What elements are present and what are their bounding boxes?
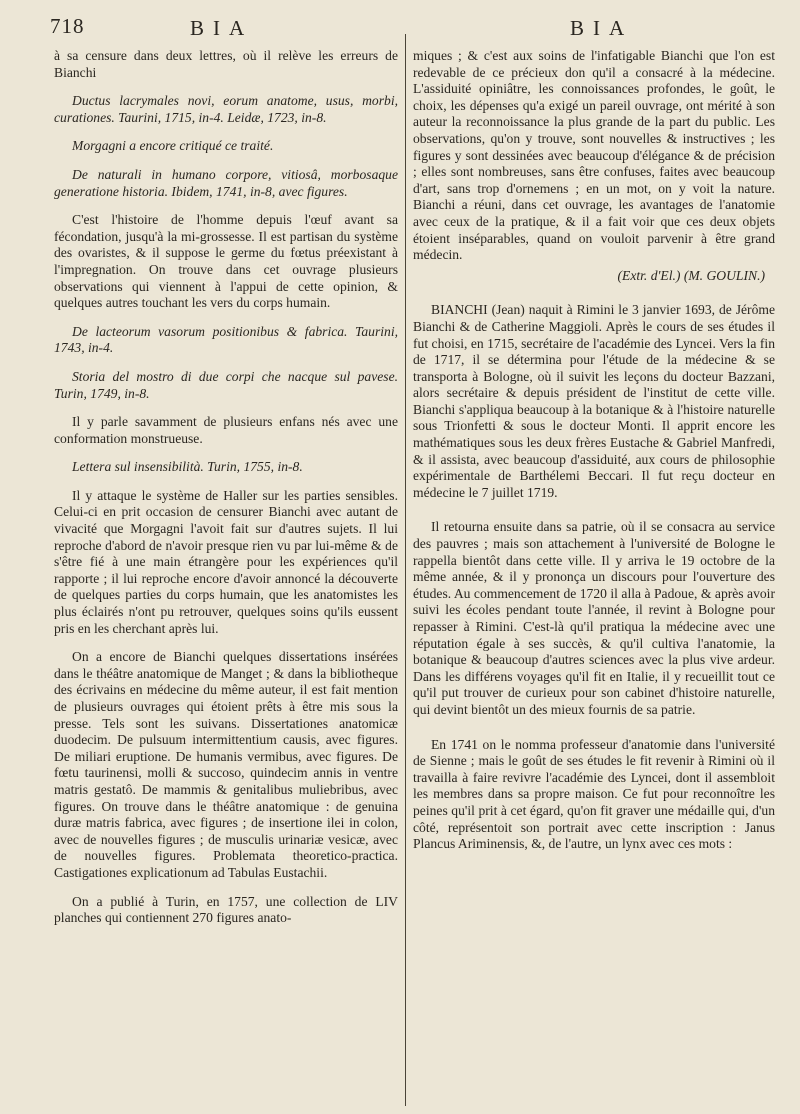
paragraph: BIANCHI (Jean) naquit à Rimini le 3 janvier 1693, de Jérôme Bianchi & de Catherine Maggioli. Après le cours de ses études il fut choisi, en 1715, secrétaire de l'académie des Lyncei. Vers la fin de 1717, il se détermina pour l'étude de la médecine & se transporta à Bologne, où il suivit les leçons du docteur Bazzani, alors secrétaire & depuis président de l'institut de cette ville. Bianchi s'appliqua beaucoup à la botanique & à l'histoire naturelle sous Trionfetti & sous le docteur Monti. Il apprit encore les mathématiques sous les deux frères Eustache & Gabriel Manfredi, & il assista, avec beaucoup d'assiduité, aux cours de philosophie expérimentale de Barthélemi Beccari. Il fut reçu docteur en médecine le 7 juillet 1719. [413,302,775,500]
paragraph: Ductus lacrymales novi, eorum anatome, usus, morbi, curationes. Taurini, 1715, in-4. Leidæ, 1723, in-8. [54,93,398,125]
running-title-right: BIA [570,16,634,40]
paragraph: De naturali in humano corpore, vitiosâ, morbosaque generatione historia. Ibidem, 1741, in-8, avec figures. [54,166,398,199]
paragraph: miques ; & c'est aux soins de l'infatigable Bianchi que l'on est redevable de ce précieux don qu'il a consacré à la médecine. L'assiduité opiniâtre, les connoissances profondes, le goût, le choix, les dépenses qu'a exigé un pareil ouvrage, ont mérité à son auteur la reconnoissance la plus grande de la part du public. Les observations, qu'on y trouve, sont nouvelles & instructives ; les figures y sont dessinées avec beaucoup d'élégance & de précision ; elles sont nombreuses, sans être confuses, faites avec beaucoup d'art, sans trop d'ornemens ; en un mot, on y voit la nature. Bianchi a réuni, dans cet ouvrage, les avantages de l'anatomie avec ceux de la pratique, & il a fait voir que ces deux objets étoient inséparables, quand on vouloit parvenir à être grand médecin. [413,48,775,263]
left-column [54,48,398,927]
paragraph: De lacteorum vasorum positionibus & fabrica. Taurini, 1743, in-4. [54,323,398,356]
paragraph: à sa censure dans deux lettres, où il relève les erreurs de Bianchi [54,48,398,80]
paragraph: Storia del mostro di due corpi che nacque sul pavese. Turin, 1749, in-8. [54,368,398,401]
paragraph: Il y attaque le système de Haller sur les parties sensibles. Celui-ci en prit occasion de censurer Bianchi avec autant de vivacité que Morgagni l'avoit fait sur d'autres sujets. Il lui reproche d'abord de n'avoir presque rien vu par lui-même & de s'être fié à une main étrangère pour les expériences qu'il rapporte ; il lui reproche encore d'avoir annoncé la découverte de quelques parties du corps humain, que les anatomistes les plus éclairés n'ont pu retrouver, quelques soins qu'ils eussent pris en les cherchant après lui. [54,487,398,636]
paragraph: Il retourna ensuite dans sa patrie, où il se consacra au service des pauvres ; mais son attachement à l'université de Bologne le rappella bientôt dans cette ville. Il y arriva le 19 octobre de la même année, & il y prononça un discours pour l'ouverture des études. Au commencement de 1720 il alla à Padoue, & après avoir suivi les écoles pendant toute l'année, il revint à Bologne pour repasser à Rimini. C'est-là qu'il pratiqua la médecine avec une réputation égale à ses succès, & qu'il cultiva l'anatomie, la botanique & beaucoup d'autres sciences avec la plus vive ardeur. Dans les différens voyages qu'il fit en Italie, il y recueillit tout ce qu'il put trouver de curieux pour son cabinet d'histoire naturelle, qui devint bientôt un des mieux fournis de sa patrie. [413,519,775,717]
paragraph: Morgagni a encore critiqué ce traité. [72,138,274,154]
page-number: 718 [50,14,85,38]
paragraph: Lettera sul insensibilità. Turin, 1755, in-8. [72,459,303,475]
running-title-left: BIA [190,16,254,40]
paragraph: C'est l'histoire de l'homme depuis l'œuf avant sa fécondation, jusqu'à la mi-grossesse. Il est partisan du système des ovaristes, & il suppose le germe du fœtus préexistant à l'impregnation. On trouve dans cet ouvrage plusieurs observations qui viennent à l'appui de cette opinion, & quelques autres touchant les vers du corps humain. [54,212,398,311]
paragraph: On a encore de Bianchi quelques dissertations insérées dans le théâtre anatomique de Manget ; & dans la bibliotheque des écrivains en médecine du même auteur, il est fait mention de plusieurs ouvrages qui étoient prêts à être mis sous la presse. Tels sont les suivans. Dissertationes anatomicæ duodecim. De pulsuum intermittentium causis, avec figures. De miliari eruptione. De humanis vermibus, avec figures. De fœtu taurinensi, molli & succoso, quindecim annis in ventre matris gestatô. De mammis & genitalibus muliebribus, avec figures. On trouve dans le théâtre anatomique : de genuina duræ matris fabrica, avec figures ; de insertione ilei in colon, avec de nouvelles figures ; de musculis urinariæ vesicæ, avec de nouvelles figures. Problemata theoretico-practica. Castigationes explicationum ad Tabulas Eustachii. [54,649,398,880]
right-column [413,48,775,853]
paragraph: Il y parle savamment de plusieurs enfans nés avec une conformation monstrueuse. [54,414,398,446]
column-divider [405,34,406,1106]
paragraph: On a publié à Turin, en 1757, une collection de LIV planches qui contiennent 270 figures anato- [54,893,398,926]
paragraph: En 1741 on le nomma professeur d'anatomie dans l'université de Sienne ; mais le goût de ses études le fit revenir à Rimini où il travailla à faire revivre l'académie des Lyncei, dont il assembloit les membres dans sa propre maison. Ce fut pour reconnoître les peines qu'il prit à cet égard, qu'on fit graver une médaille qui, d'un côté, représentoit son portrait avec cette inscription : Janus Plancus Ariminensis, &, de l'autre, un lynx avec ces mots : [413,736,775,852]
attribution: (Extr. d'El.) (M. GOULIN.) [617,267,765,283]
